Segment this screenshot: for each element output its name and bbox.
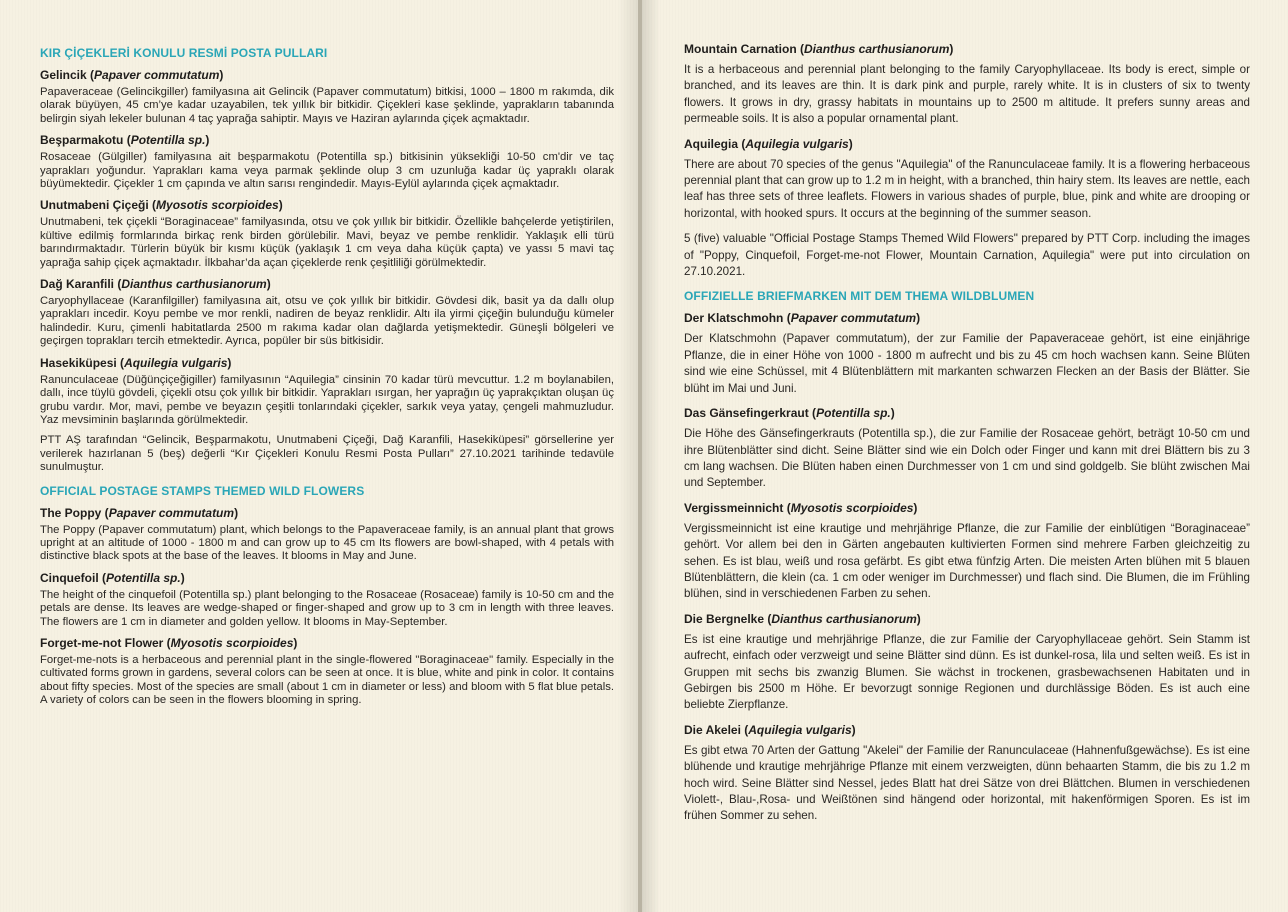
entry-common-name: Mountain Carnation	[684, 42, 797, 56]
entry-scientific-name: Potentilla sp.	[816, 406, 891, 421]
entry-title: Vergissmeinnicht (Myosotis scorpioides)	[684, 500, 918, 515]
entry-description: It is a herbaceous and perennial plant belonging to the family Caryophyllaceae. Its body is erect, simple or branched, and its leaves are thin. It is dark pink and purple, rarely white. It is in clusters of six to twenty flowers. It grows in dry, grassy habitats in mountains up to 2500 m altitude. It prefers sunny areas and permeable soils. It is also a popular ornamental plant.	[684, 63, 1250, 126]
entry-common-name: Das Gänsefingerkraut	[684, 406, 809, 421]
entry-title: Der Klatschmohn (Papaver commutatum)	[684, 311, 921, 326]
turkish-entries	[40, 68, 640, 427]
entry-title: Gelincik (Papaver commutatum)	[40, 68, 224, 82]
entry-description: Es gibt etwa 70 Arten der Gattung "Akelei" der Familie der Ranunculaceae (Hahnenfußgewächse). Es ist eine blühende und krautige mehrjährige Pflanze mit einem verzweigten, dünn behaarten Stamm, die bis zu 1.2 m hoch wird. Seine Blätter sind Nessel, jedes Blatt hat drei Sätze von drei Blättchen. Blumen in verschiedenen Violett-, Blau-,Rosa- und Weißtönen sind hängend oder horizontal, mit hakenförmigen Sporen. Es ist im frühen Sommer zu sehen.	[684, 743, 1250, 823]
entry-scientific-name: Myosotis scorpioides	[790, 500, 914, 515]
entry-common-name: Die Akelei	[684, 722, 741, 737]
entry-title: Mountain Carnation (Dianthus carthusianorum)	[684, 42, 954, 56]
entry-common-name: Die Bergnelke	[684, 611, 765, 626]
entry-title: Aquilegia (Aquilegia vulgaris)	[684, 136, 853, 151]
entry-common-name: Vergissmeinnicht	[684, 500, 784, 515]
entry-common-name: The Poppy	[40, 505, 102, 520]
entry-description: Caryophyllaceae (Karanfilgiller) familyasına ait, otsu ve çok yıllık bir bitkidir. Gövdesi dik, basit ya da dallı olup yaprakları incedir. Koyu pembe ve mor renkli, nadiren de beyaz renklidir. Altı ila yirmi çiçeğin bulunduğu kümeler halindedir. Kuru, çimenli habitatlarda 2500 m rakıma kadar olan dağlarda yetişmektedir. Güneşli bölgeleri ve geçirgen toprakları tercih etmektedir. Ayrıca, popüler bir süs bitkisidir.	[40, 295, 614, 348]
entry-scientific-name: Papaver commutatum	[790, 311, 917, 326]
entry-description: The height of the cinquefoil (Potentilla sp.) plant belonging to the Rosaceae (Rosaceae) family is 10-50 cm and the petals are dense. Its leaves are wedge-shaped or finger-shaped and grow up to 3 cm in length with three leaves. The flowers are 1 cm in diameter and golden yellow. It blooms in May-September.	[40, 588, 614, 628]
entry-common-name: Hasekiküpesi	[40, 355, 117, 370]
entry-scientific-name: Aquilegia vulgaris	[745, 136, 849, 151]
entry-title: Beşparmakotu (Potentilla sp.)	[40, 133, 210, 148]
entry-title: Dağ Karanfili (Dianthus carthusianorum)	[40, 277, 271, 292]
entry-common-name: Aquilegia	[684, 136, 739, 151]
entry-scientific-name: Potentilla sp.	[106, 570, 181, 585]
entry-title: Forget-me-not Flower (Myosotis scorpioides)	[40, 635, 298, 650]
entry-title: The Poppy (Papaver commutatum)	[40, 505, 239, 520]
entry-description: Vergissmeinnicht ist eine krautige und mehrjährige Pflanze, die zur Familie der einblütigen “Boraginaceae” gehört. Vor allem bei den in Gärten angebauten kultivierten Formen sind mehrere Farben gleichzeitig zu sehen. Es ist blau, weiß und rosa gefärbt. Es gibt etwa fünfzig Arten. Die meisten Arten blühen mit 5 blauen Blütenblättern, die klein (ca. 1 cm oder weniger im Durchmesser) und flach sind. Die Blumen, die im Frühling blühen, sind in verschiedenen Farben zu sehen.	[684, 521, 1250, 601]
right-page	[642, 0, 1288, 912]
entry-title: Die Akelei (Aquilegia vulgaris)	[684, 722, 856, 737]
turkish-section-heading: KIR ÇİÇEKLERİ KONULU RESMİ POSTA PULLARI	[40, 46, 328, 60]
entry-title: Das Gänsefingerkraut (Potentilla sp.)	[684, 406, 895, 421]
entry-description: The Poppy (Papaver commutatum) plant, which belongs to the Papaveraceae family, is an annual plant that grows upright at an altitude of 1000 - 1800 m and can grow up to 45 cm Its flowers are bowl-shaped, with 4 petals with distinctive black spots at the base of the leaves. It blooms in May and June.	[40, 523, 614, 563]
entry-scientific-name: Aquilegia vulgaris	[124, 355, 228, 370]
entry-description: Papaveraceae (Gelincikgiller) familyasına ait Gelincik (Papaver commutatum) bitkisi, 1000 – 1800 m rakımda, dik olarak büyüyen, 45 cm’ye kadar uzayabilen, tek yıllık bir bitkidir. Çiçekleri kase şeklinde, yaprakların tabanında belirgin siyah lekeler bulunan 4 taç yaprağa sahiptir. Mayıs ve Haziran aylarında çiçek açmaktadır.	[40, 86, 614, 125]
entry-scientific-name: Myosotis scorpioides	[156, 198, 279, 213]
entry-description: Unutmabeni, tek çiçekli “Boraginaceae” familyasında, otsu ve çok yıllık bir bitkidir. Özellikle bahçelerde yetiştirilen, kültive edilmiş formlarında birkaç renk birden görülebilir. Mavi, beyaz ve pembe renklidir. Yaklaşık elli türü barındırmaktadır. Türlerin büyük bir kısmı küçük (yaklaşık 1 cm veya daha küçük çapta) ve yassı 5 mavi taç yaprağa sahip çiçek açmaktadır. İlkbahar’da açan çiçeklerde renk çeşitliliği görülmektedir.	[40, 216, 614, 269]
entry-description: There are about 70 species of the genus "Aquilegia" of the Ranunculaceae family. It is a flowering herbaceous perennial plant that can grow up to 1.2 m in height, with a branched, thin hairy stem. Its leaves are nettle, each leaf has three sets of three leaflets. Flowers in various shades of purple, blue, pink and white are drooping or horizontal, with hooked spurs. It occurs at the beginning of the summer season.	[684, 157, 1250, 220]
entry-scientific-name: Papaver commutatum	[94, 68, 220, 82]
turkish-closing-paragraph: PTT AŞ tarafından “Gelincik, Beşparmakotu, Unutmabeni Çiçeği, Dağ Karanfili, Hasekiküpesi” görsellerine yer verilerek hazırlanan 5 (beş) değerli “Kır Çiçekleri Konulu Resmi Posta Pulları” 27.10.2021 tarihinde tedavüle sunulmuştur.	[40, 434, 614, 474]
english-section-heading: OFFICIAL POSTAGE STAMPS THEMED WILD FLOWERS	[40, 483, 365, 498]
entry-common-name: Forget-me-not Flower	[40, 635, 164, 650]
entry-scientific-name: Aquilegia vulgaris	[748, 722, 852, 737]
entry-title: Die Bergnelke (Dianthus carthusianorum)	[684, 611, 921, 626]
entry-description: Forget-me-nots is a herbaceous and perennial plant in the single-flowered "Boraginaceae" family. Especially in the cultivated forms grown in gardens, several colors can be seen at once. It is blue, white and pink in color. It contains about fifty species. Most of the species are small (about 1 cm in diameter or less) and bloom with 5 flat blue petals. A variety of colors can be seen in the flowers blooming in spring.	[40, 653, 614, 707]
entry-description: Rosaceae (Gülgiller) familyasına ait beşparmakotu (Potentilla sp.) bitkisinin yüksekliği 10-50 cm'dir ve taç yaprakları yoğundur. Yaprakları kama veya parmak şeklinde olup 3 cm uzunluğa kadar üç yapraklı olarak büyümektedir. Çiçekler 1 cm çapında ve altın sarısı rengindedir. Mayıs-Eylül aylarında çiçek açmaktadır.	[40, 151, 614, 191]
german-section-heading: OFFIZIELLE BRIEFMARKEN MIT DEM THEMA WILDBLUMEN	[684, 289, 1035, 304]
left-page	[0, 0, 640, 912]
entry-common-name: Der Klatschmohn	[684, 311, 784, 326]
entry-description: Ranunculaceae (Düğünçiçeğigiller) familyasının “Aquilegia” cinsinin 70 kadar türü mevcuttur. 1.2 m boylanabilen, dallı, ince tüylü gövdeli, çiçekli otsu çok yıllık bir bitkidir. Yaprakları ısırgan, her yaprağın üç yaprakçıktan oluşan üç grubu vardır. Mor, mavi, pembe ve beyazın çeşitli tonlarındaki çiçekler, sarkık veya yatay, çengeli mahmuzludur. Yaz mevsiminin başlarında görülmektedir.	[40, 373, 614, 426]
entry-scientific-name: Dianthus carthusianorum	[771, 611, 917, 626]
entry-common-name: Beşparmakotu	[40, 133, 124, 148]
english-closing-paragraph: 5 (five) valuable "Official Postage Stamps Themed Wild Flowers" prepared by PTT Corp. including the images of "Poppy, Cinquefoil, Forget-me-not Flower, Mountain Carnation, Aquilegia" were put into circulation on 27.10.2021.	[684, 232, 1250, 279]
entry-common-name: Cinquefoil	[40, 570, 99, 585]
entry-description: Der Klatschmohn (Papaver commutatum), der zur Familie der Papaveraceae gehört, ist eine einjährige Pflanze, die in einer Höhe von 1000 - 1800 m aufrecht und bis zu 45 cm hoch wachsen kann. Seine Blüten sind wie eine Schüssel, mit 4 Blütenblättern mit markanten schwarzen Flecken an der Basis der Blätter. Sie blüht im Mai und Juni.	[684, 332, 1250, 395]
entry-scientific-name: Papaver commutatum	[108, 505, 235, 520]
entry-description: Es ist eine krautige und mehrjährige Pflanze, die zur Familie der Caryophyllaceae gehört. Sein Stamm ist aufrecht, einfach oder verzweigt und seine Blätter sind dünn. Es ist dunkel-rosa, lila und selten weiß. Es ist in Gruppen mit sechs bis zwanzig Blumen. Sie wächst in trockenen, grasbewachsenen Habitaten und in Gebirgen bis 2500 m Höhe. Er bevorzugt sonnige Regionen und durchlässige Böden. Es ist auch eine beliebte Zierpflanze.	[684, 632, 1250, 712]
entry-common-name: Unutmabeni Çiçeği	[40, 198, 149, 213]
entry-description: Die Höhe des Gänsefingerkrauts (Potentilla sp.), die zur Familie der Rosaceae gehört, beträgt 10-50 cm und ihre Blütenblätter sind dicht. Seine Blätter sind wie ein Dolch oder Finger und kann mit drei Blättern bis zu 3 cm lang wachsen. Die Blüten haben einen Durchmesser von 1 cm und sind goldgelb. Sie blüht zwischen Mai und September.	[684, 427, 1250, 490]
entry-scientific-name: Dianthus carthusianorum	[804, 42, 950, 56]
english-entries-right	[684, 42, 1288, 222]
entry-title: Unutmabeni Çiçeği (Myosotis scorpioides)	[40, 198, 283, 213]
german-entries	[684, 311, 1288, 824]
entry-scientific-name: Myosotis scorpioides	[170, 635, 294, 650]
entry-scientific-name: Potentilla sp.	[130, 133, 206, 148]
entry-title: Hasekiküpesi (Aquilegia vulgaris)	[40, 355, 232, 370]
entry-scientific-name: Dianthus carthusianorum	[121, 277, 267, 292]
entry-common-name: Dağ Karanfili	[40, 277, 115, 292]
english-entries-left	[40, 506, 640, 708]
entry-common-name: Gelincik	[40, 68, 87, 82]
entry-title: Cinquefoil (Potentilla sp.)	[40, 570, 185, 585]
